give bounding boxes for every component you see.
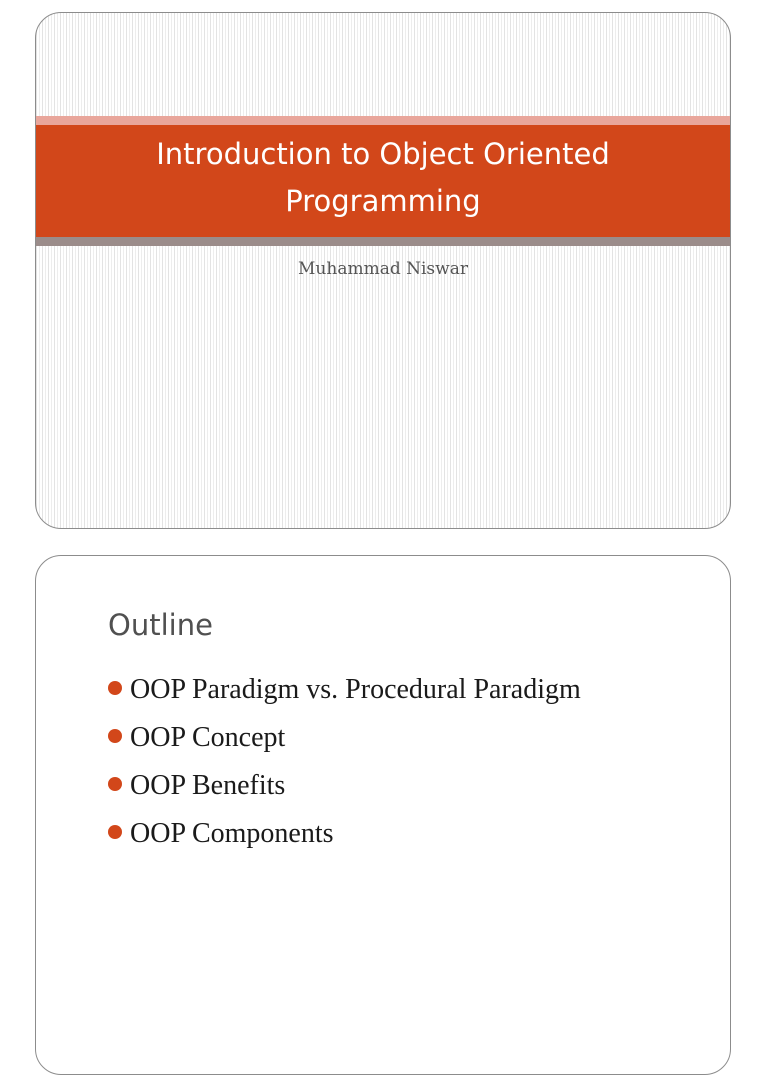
bullet-dot-icon <box>108 729 122 743</box>
author-name: Muhammad Niswar <box>298 259 468 279</box>
bullet-text: OOP Paradigm vs. Procedural Paradigm <box>130 674 581 705</box>
bullet-item <box>108 810 581 858</box>
slide-title <box>83 131 683 225</box>
title-band <box>36 125 730 237</box>
bullet-item <box>108 714 581 762</box>
slide-title-line-2: Programming <box>285 184 481 218</box>
bullet-text: OOP Components <box>130 818 334 849</box>
outline-slide <box>35 555 731 1075</box>
bullet-item <box>108 666 581 714</box>
bullet-item <box>108 762 581 810</box>
bullet-text: OOP Benefits <box>130 770 286 801</box>
bullet-dot-icon <box>108 681 122 695</box>
outline-bullet-list <box>108 666 581 858</box>
title-band-bottom-stripe <box>36 237 730 246</box>
bullet-dot-icon <box>108 825 122 839</box>
title-slide <box>35 12 731 529</box>
slide-title-line-1: Introduction to Object Oriented <box>156 137 610 171</box>
bullet-text: OOP Concept <box>130 722 286 753</box>
bullet-dot-icon <box>108 777 122 791</box>
outline-heading: Outline <box>108 608 213 642</box>
title-band-top-stripe <box>36 116 730 125</box>
